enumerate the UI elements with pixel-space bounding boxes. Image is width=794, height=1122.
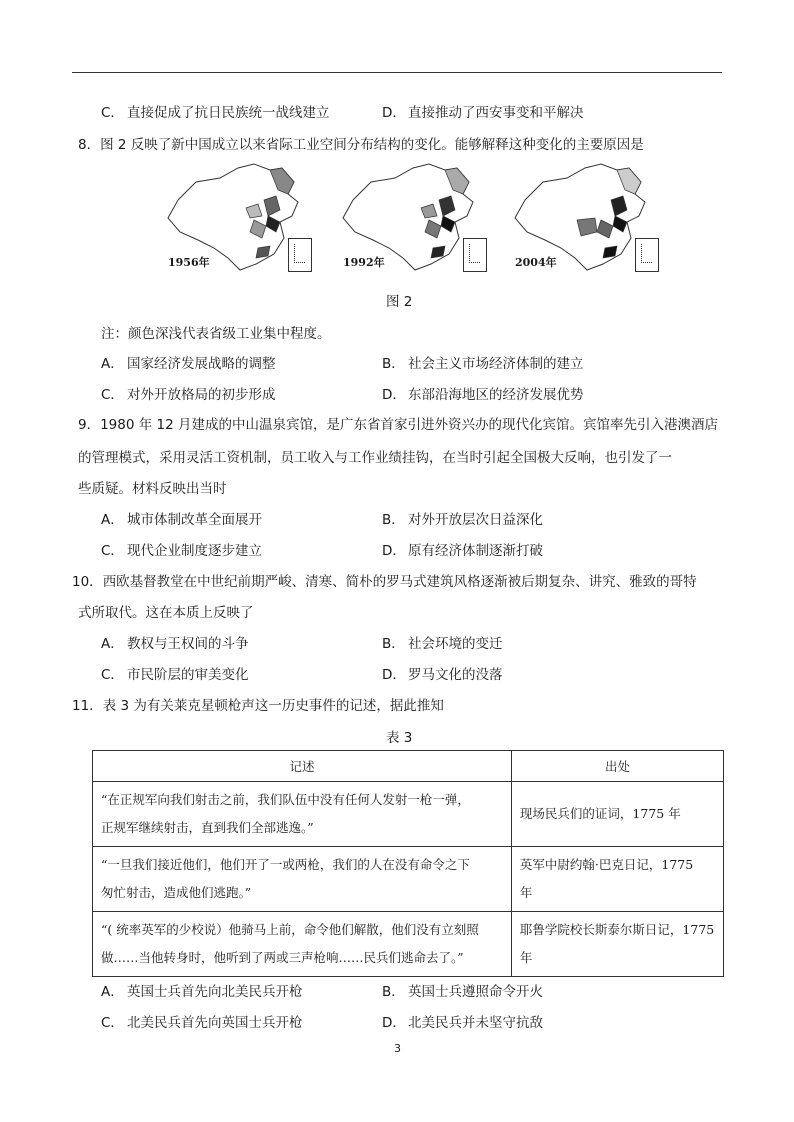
china-map-2004 xyxy=(505,160,665,280)
q9-stem-line-1 xyxy=(78,413,718,433)
option-label: C． xyxy=(101,667,124,683)
option-text: 城市体制改革全面展开 xyxy=(127,512,262,528)
table-row xyxy=(93,782,724,847)
table-cell-source xyxy=(511,912,723,977)
option-text: 对外开放层次日益深化 xyxy=(408,512,543,528)
source-line: 耶鲁学院校长斯泰尔斯日记，1775 xyxy=(519,922,715,937)
option-text: 市民阶层的审美变化 xyxy=(127,667,249,683)
q10-stem-line-2: 式所取代。这在本质上反映了 xyxy=(78,605,254,621)
account-line: 做……当他转身时，他听到了两或三声枪响……民兵们逃命去了。” xyxy=(101,950,464,965)
account-line: “一旦我们接近他们，他们开了一或两枪，我们的人在没有命令之下 xyxy=(101,857,470,872)
figure-caption: 图 2 xyxy=(386,294,413,310)
source-line: 年 xyxy=(519,950,533,965)
option-text: 东部沿海地区的经济发展优势 xyxy=(408,387,584,403)
q8-option-c[interactable] xyxy=(101,383,276,403)
account-line: 正规军继续射击，直到我们全部逃逸。” xyxy=(101,820,314,835)
option-label: D． xyxy=(382,105,406,121)
q8-stem xyxy=(78,133,644,153)
option-label: C． xyxy=(101,105,124,121)
q11-option-c[interactable] xyxy=(101,1011,303,1031)
option-text: 罗马文化的没落 xyxy=(408,667,503,683)
q7-option-c[interactable] xyxy=(101,101,330,121)
q9-option-c[interactable] xyxy=(101,539,262,559)
option-text: 教权与王权间的斗争 xyxy=(127,636,249,652)
q9-stem-line-2: 的管理模式，采用灵活工资机制，员工收入与工作业绩挂钩，在当时引起全国极大反响，也引发了一 xyxy=(78,450,672,466)
question-number: 11． xyxy=(72,698,103,714)
header-rule xyxy=(72,72,722,73)
table-cell-source xyxy=(511,847,723,912)
question-text: 表 3 为有关莱克星顿枪声这一历史事件的记述，据此推知 xyxy=(102,698,444,714)
option-label: D． xyxy=(382,1015,406,1031)
south-china-sea-inset xyxy=(288,238,312,272)
table-cell-account xyxy=(93,912,512,977)
option-label: C． xyxy=(101,387,124,403)
question-text: 西欧基督教堂在中世纪前期严峻、清寒、简朴的罗马式建筑风格逐渐被后期复杂、讲究、雅致的哥特 xyxy=(102,574,697,590)
option-text: 原有经济体制逐渐打破 xyxy=(408,543,543,559)
q11-option-d[interactable] xyxy=(382,1011,543,1031)
q10-option-d[interactable] xyxy=(382,663,503,683)
option-label: C． xyxy=(101,1015,124,1031)
q11-option-b[interactable] xyxy=(382,980,543,1000)
option-text: 现代企业制度逐步建立 xyxy=(127,543,262,559)
question-number: 9． xyxy=(78,417,101,433)
option-label: C． xyxy=(101,543,124,559)
source-line: 年 xyxy=(519,885,533,900)
records-table xyxy=(92,750,724,977)
option-label: D． xyxy=(382,387,406,403)
account-line: 匆忙射击，造成他们逃跑。” xyxy=(101,885,252,900)
table-header-account: 记述 xyxy=(93,751,512,782)
figure-note: 注：颜色深浅代表省级工业集中程度。 xyxy=(101,326,331,342)
option-label: D． xyxy=(382,667,406,683)
option-text: 社会环境的变迁 xyxy=(408,636,503,652)
option-label: B． xyxy=(382,356,405,372)
table-header-source: 出处 xyxy=(511,751,723,782)
option-text: 北美民兵首先向英国士兵开枪 xyxy=(127,1015,303,1031)
table-cell-account xyxy=(93,782,512,847)
q9-option-a[interactable] xyxy=(101,508,262,528)
account-line: “在正规军向我们射击之前，我们队伍中没有任何人发射一枪一弹， xyxy=(101,792,470,807)
question-number: 10． xyxy=(72,574,103,590)
option-label: A． xyxy=(101,512,124,528)
option-label: A． xyxy=(101,984,124,1000)
option-text: 直接推动了西安事变和平解决 xyxy=(408,105,584,121)
q9-option-b[interactable] xyxy=(382,508,543,528)
q9-stem-line-3: 些质疑。材料反映出当时 xyxy=(78,481,227,497)
option-label: B． xyxy=(382,636,405,652)
account-line: “( 统率英军的少校说）他骑马上前，命令他们解散，他们没有立刻照 xyxy=(101,922,479,937)
option-text: 英国士兵首先向北美民兵开枪 xyxy=(127,984,303,1000)
question-number: 8． xyxy=(78,137,101,153)
option-text: 北美民兵并未坚守抗敌 xyxy=(408,1015,543,1031)
south-china-sea-inset xyxy=(463,238,487,272)
q10-option-c[interactable] xyxy=(101,663,249,683)
south-china-sea-inset xyxy=(635,238,659,272)
option-text: 英国士兵遵照命令开火 xyxy=(408,984,543,1000)
table-row xyxy=(93,847,724,912)
option-label: B． xyxy=(382,512,405,528)
table-caption: 表 3 xyxy=(386,730,413,746)
q8-option-d[interactable] xyxy=(382,383,584,403)
map-year-label: 1956年 xyxy=(168,256,210,269)
option-text: 国家经济发展战略的调整 xyxy=(127,356,276,372)
q10-option-b[interactable] xyxy=(382,632,503,652)
table-cell-source: 现场民兵们的证词，1775 年 xyxy=(511,782,723,847)
q8-option-a[interactable] xyxy=(101,352,276,372)
map-year-label: 1992年 xyxy=(343,256,385,269)
table-row xyxy=(93,912,724,977)
option-label: D． xyxy=(382,543,406,559)
q11-option-a[interactable] xyxy=(101,980,303,1000)
option-label: A． xyxy=(101,356,124,372)
q9-option-d[interactable] xyxy=(382,539,543,559)
table-header-row xyxy=(93,751,724,782)
question-text: 图 2 反映了新中国成立以来省际工业空间分布结构的变化。能够解释这种变化的主要原因是 xyxy=(100,137,644,153)
map-year-label: 2004年 xyxy=(515,256,557,269)
q11-stem xyxy=(72,694,444,714)
table-cell-account xyxy=(93,847,512,912)
option-text: 对外开放格局的初步形成 xyxy=(127,387,276,403)
q7-option-d[interactable] xyxy=(382,101,584,121)
q10-option-a[interactable] xyxy=(101,632,249,652)
option-label: A． xyxy=(101,636,124,652)
question-text: 1980 年 12 月建成的中山温泉宾馆，是广东省首家引进外资兴办的现代化宾馆。宾馆率先引入港澳酒店 xyxy=(100,417,719,433)
q10-stem-line-1 xyxy=(72,570,697,590)
q8-option-b[interactable] xyxy=(382,352,584,372)
china-map-1956 xyxy=(158,160,318,280)
page-number: 3 xyxy=(394,1042,401,1055)
china-map-1992 xyxy=(333,160,493,280)
option-text: 社会主义市场经济体制的建立 xyxy=(408,356,584,372)
source-line: 英军中尉约翰·巴克日记，1775 xyxy=(519,857,694,872)
option-label: B． xyxy=(382,984,405,1000)
option-text: 直接促成了抗日民族统一战线建立 xyxy=(127,105,330,121)
